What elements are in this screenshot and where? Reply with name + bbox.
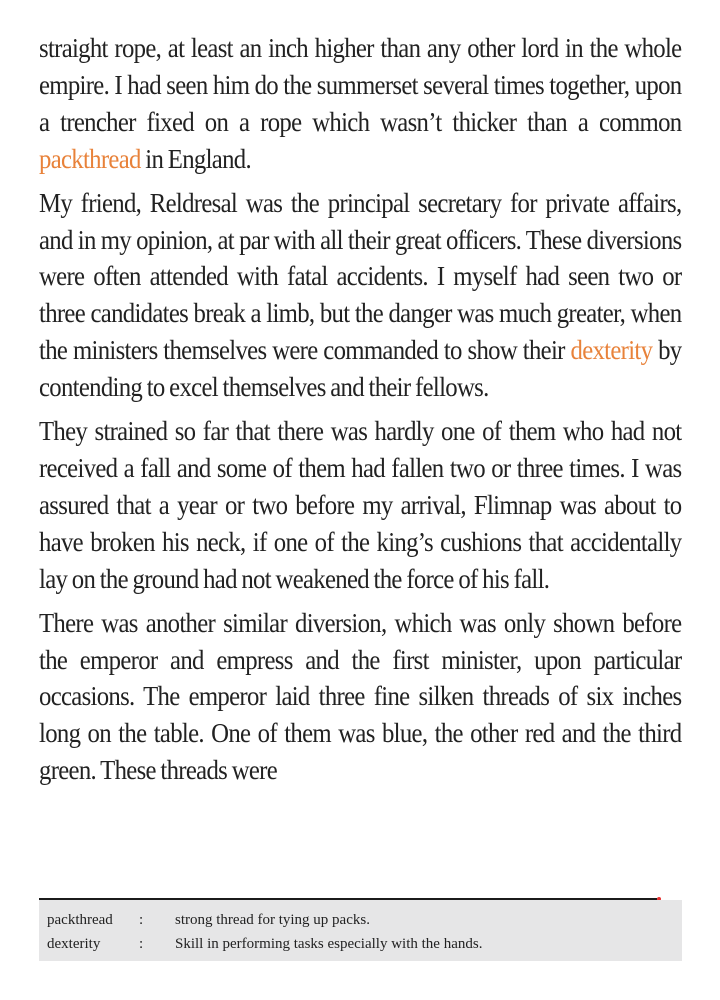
paragraph-1-text-1: straight rope, at least an inch higher than any other lord in the whole empire. I had seen him do the summerset several times together, upon a trencher fixed on a rope which wasn’t thicker than a common <box>39 33 682 137</box>
paragraph-3 <box>39 413 681 598</box>
paragraph-1 <box>39 30 681 178</box>
glossary-term: dexterity <box>47 936 101 952</box>
glossary-definition: Skill in performing tasks especially with the hands. <box>175 936 483 952</box>
glossary-entry <box>47 908 682 932</box>
paragraph-4-text-1: There was another similar diversion, which was only shown before the emperor and empress and the first minister, upon particular occasions. The emperor laid three fine silken threads of six inches long on the table. One of them was blue, the other red and the third green. These threads were <box>39 607 682 786</box>
paragraph-2-text-2: by contending to excel themselves and their fellows. <box>39 335 682 403</box>
glossary-term: packthread <box>47 912 113 928</box>
paragraph-2-text-1: My friend, Reldresal was the principal secretary for private affairs, and in my opinion, at par with all their great officers. These diversions were often attended with fatal accidents. I myself had seen two or three candidates break a limb, but the danger was much greater, when the ministers themselves were commanded to show their <box>39 187 682 366</box>
story-text <box>39 30 682 796</box>
paragraph-2 <box>39 185 681 406</box>
glossary-definition: strong thread for tying up packs. <box>175 912 370 928</box>
glossary-separator: : <box>139 912 144 928</box>
glossary-entry <box>47 932 682 956</box>
paragraph-3-text-1: They strained so far that there was hardly one of them who had not received a fall and some of them had fallen two or three times. I was assured that a year or two before my arrival, Flimnap was about to have broken his neck, if one of the king’s cushions that accidentally lay on the ground had not weakened the force of his fall. <box>39 416 682 594</box>
vocab-word-dexterity: dexterity <box>570 335 653 366</box>
paragraph-1-text-2: in England. <box>140 143 251 174</box>
glossary-box <box>39 900 682 961</box>
paragraph-4 <box>39 605 681 790</box>
vocab-word-packthread: packthread <box>39 143 141 174</box>
glossary-separator: : <box>139 936 144 952</box>
